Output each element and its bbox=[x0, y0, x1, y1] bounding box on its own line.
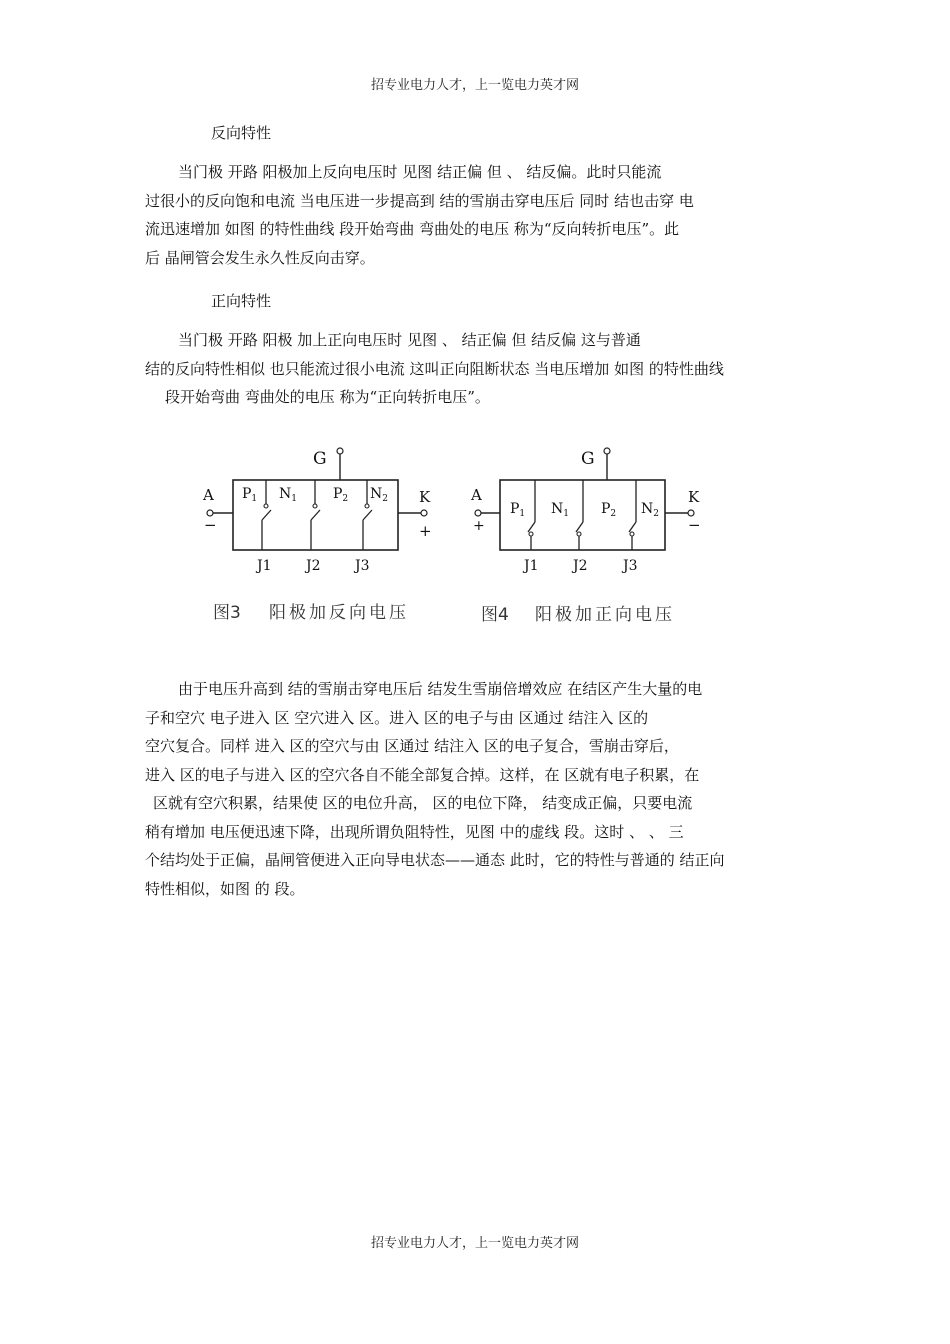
fig3-anode-label: A bbox=[203, 486, 214, 504]
figure-4 bbox=[470, 448, 701, 625]
fig3-junction-label-j3: J3 bbox=[355, 558, 370, 574]
text-line: 当门极 开路 阳极加上反向电压时 见图 结正偏 但 、 结反偏。此时只能流 bbox=[178, 163, 662, 181]
text-line: 进入 区的电子与进入 区的空穴各自不能全部复合掉。这样，在 区就有电子积累，在 bbox=[145, 765, 700, 784]
fig4-caption-number: 图4 bbox=[481, 605, 509, 625]
fig4-cathode-label: K bbox=[688, 488, 700, 506]
text-line: 过很小的反向饱和电流 当电压进一步提高到 结的雪崩击穿电压后 同时 结也击穿 电 bbox=[145, 191, 694, 210]
text-line: 稍有增加 电压便迅速下降，出现所谓负阻特性，见图 中的虚线 段。这时 、 、 三 bbox=[145, 822, 684, 841]
fig4-anode-terminal bbox=[475, 510, 481, 516]
fig3-cathode-terminal bbox=[421, 510, 427, 516]
fig3-gate-label: G bbox=[313, 449, 327, 469]
paragraph-forward bbox=[145, 326, 808, 412]
fig3-caption-number: 图3 bbox=[213, 603, 241, 623]
fig4-region-n1: $N_1$ bbox=[551, 501, 569, 519]
text-line: 个结均处于正偏，晶闸管便进入正向导电状态——通态 此时，它的特性与普通的 结正向 bbox=[145, 851, 725, 869]
fig4-junction-label-j3: J3 bbox=[623, 558, 638, 574]
text-line: 当门极 开路 阳极 加上正向电压时 见图 、 结正偏 但 结反偏 这与普通 bbox=[178, 331, 641, 349]
text-line: 子和空穴 电子进入 区 空穴进入 区。进入 区的电子与由 区通过 结注入 区的 bbox=[145, 708, 649, 727]
fig3-gate-terminal bbox=[337, 448, 343, 454]
fig3-caption-text: 阳极加反向电压 bbox=[269, 603, 409, 623]
fig3-junction-switch-2 bbox=[311, 480, 320, 550]
text-line: 后 晶闸管会发生永久性反向击穿。 bbox=[145, 248, 375, 267]
fig4-region-n2: $N_2$ bbox=[641, 501, 659, 519]
fig3-anode-sign: − bbox=[204, 516, 217, 534]
text-line: 特性相似，如图 的 段。 bbox=[145, 879, 305, 898]
fig4-caption-text: 阳极加正向电压 bbox=[535, 605, 675, 625]
fig3-junction-switch-1 bbox=[262, 480, 271, 550]
fig3-cathode-sign: + bbox=[419, 522, 432, 540]
fig4-junction-label-j2: J2 bbox=[573, 558, 588, 574]
fig3-cathode-label: K bbox=[419, 488, 431, 506]
paragraph-avalanche bbox=[145, 675, 808, 903]
thyristor-figures bbox=[195, 440, 705, 640]
section-heading-reverse: 反向特性 bbox=[211, 124, 272, 142]
text-line: 由于电压升高到 结的雪崩击穿电压后 结发生雪崩倍增效应 在结区产生大量的电 bbox=[178, 680, 703, 698]
fig3-region-p1: $P_1$ bbox=[242, 486, 258, 504]
fig4-junction-label-j1: J1 bbox=[524, 558, 539, 574]
fig4-gate-terminal bbox=[604, 448, 610, 454]
fig3-region-n2: $N_2$ bbox=[370, 486, 388, 504]
fig4-cathode-sign: − bbox=[688, 516, 701, 534]
text-line: 空穴复合。同样 进入 区的空穴与由 区通过 结注入 区的电子复合，雪崩击穿后， bbox=[145, 737, 679, 755]
figure-3 bbox=[202, 448, 432, 623]
fig3-region-p2: $P_2$ bbox=[333, 486, 349, 504]
fig4-anode-sign: + bbox=[473, 518, 485, 534]
fig4-junction-switch-3 bbox=[629, 480, 636, 550]
text-line: 段开始弯曲 弯曲处的电压 称为“正向转折电压”。 bbox=[165, 388, 490, 406]
section-heading-forward: 正向特性 bbox=[211, 292, 272, 310]
thyristor-diagram bbox=[195, 440, 705, 640]
fig4-gate-label: G bbox=[581, 449, 595, 469]
fig4-junction-switch-1 bbox=[528, 480, 535, 550]
fig4-region-p1: $P_1$ bbox=[510, 501, 526, 519]
text-line: 区就有空穴积累，结果使 区的电位升高， 区的电位下降， 结变成正偏，只要电流 bbox=[153, 794, 693, 812]
text-line: 流迅速增加 如图 的特性曲线 段开始弯曲 弯曲处的电压 称为“反向转折电压”。此 bbox=[145, 220, 680, 238]
fig4-junction-switch-2 bbox=[576, 480, 583, 550]
fig3-junction-label-j2: J2 bbox=[306, 558, 321, 574]
fig3-junction-label-j1: J1 bbox=[257, 558, 272, 574]
page-header: 招专业电力人才，上一览电力英才网 bbox=[370, 78, 579, 93]
fig4-region-p2: $P_2$ bbox=[601, 501, 617, 519]
fig4-anode-label: A bbox=[471, 486, 482, 504]
text-line: 结的反向特性相似 也只能流过很小电流 这叫正向阻断状态 当电压增加 如图 的特性曲线 bbox=[145, 359, 724, 378]
page-footer: 招专业电力人才，上一览电力英才网 bbox=[370, 1236, 579, 1251]
paragraph-reverse bbox=[145, 158, 808, 272]
fig3-region-n1: $N_1$ bbox=[279, 486, 297, 504]
